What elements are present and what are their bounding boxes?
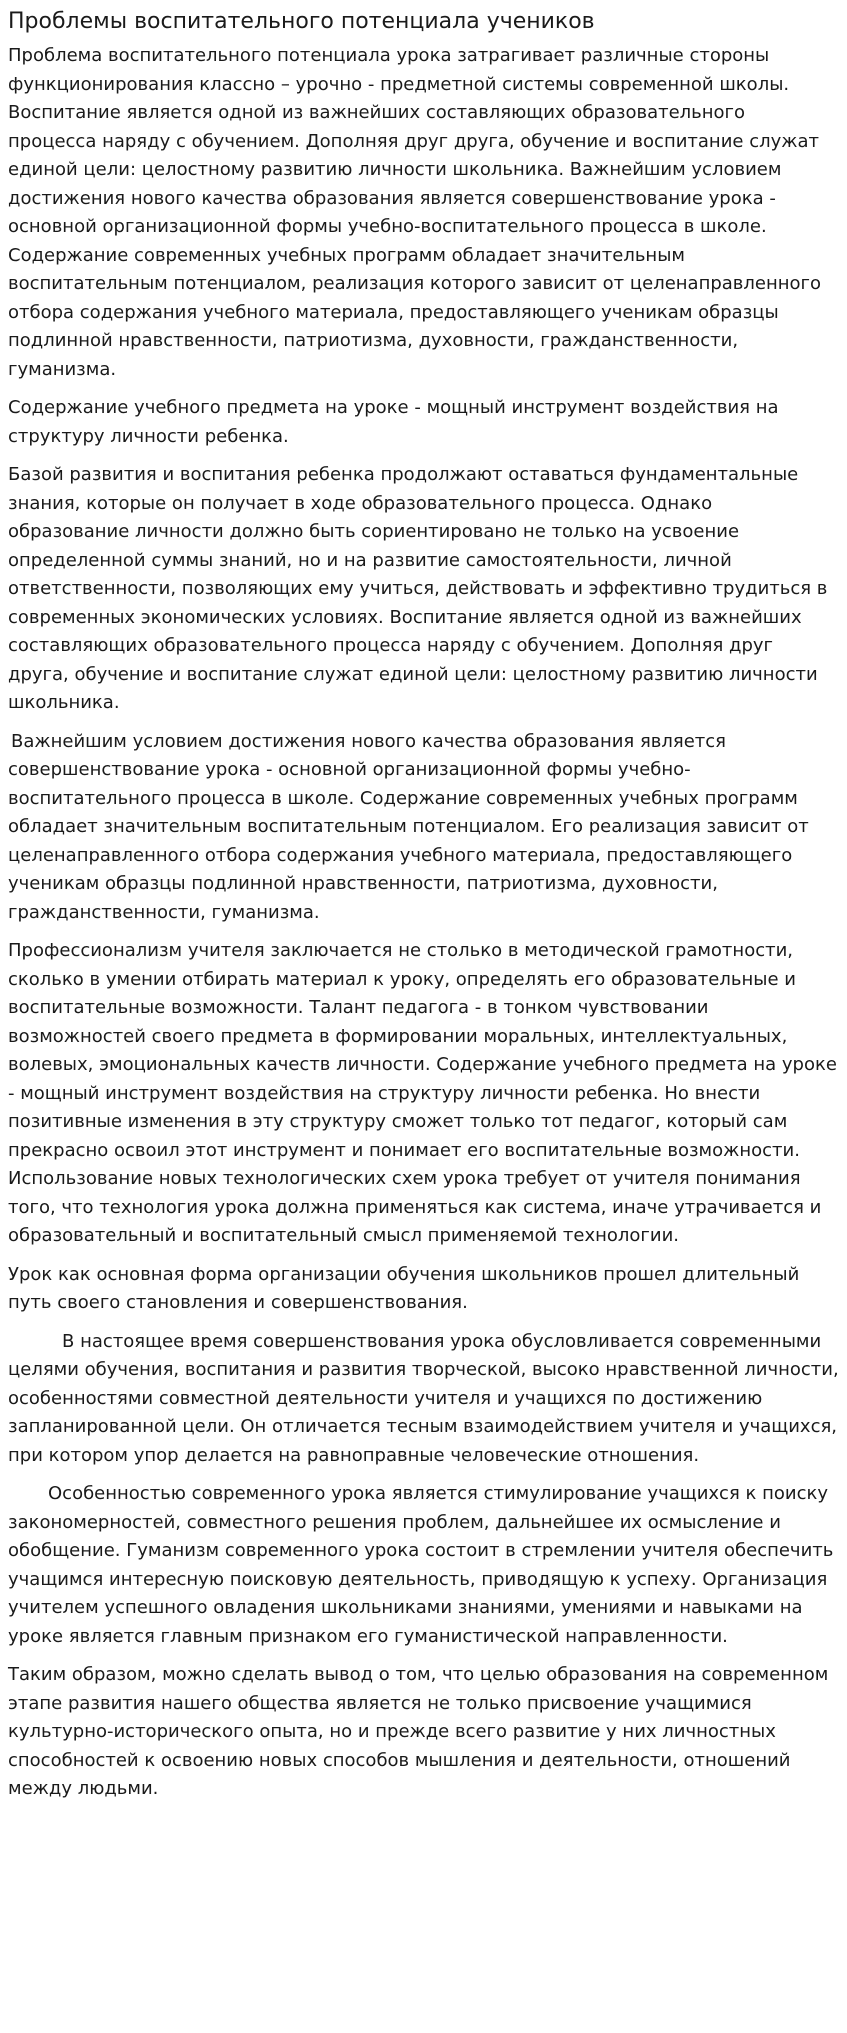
article-title: Проблемы воспитательного потенциала учеников (8, 9, 595, 34)
paragraph-intro: Проблема воспитательного потенциала урока затрагивает различные стороны функционирования классно – урочно - предметной системы современной школы. Воспитание является одной из важнейших составляющих образовательного процесса наряду с обучением. Дополняя друг друга, обучение и воспитание служат единой цели: целостному развитию личности школьника. Важнейшим условием достижения нового качества образования является совершенствование урока - основной организационной формы учебно-воспитательного процесса в школе. Содержание современных учебных программ обладает значительным воспитательным потенциалом, реализация которого зависит от целенаправленного отбора содержания учебного материала, предоставляющего ученикам образцы подлинной нравственности, патриотизма, духовности, гражданственности, гуманизма. (8, 45, 821, 380)
paragraph-modern-lesson: Особенностью современного урока является стимулирование учащихся к поиску закономерностей, совместного решения проблем, дальнейшее их осмысление и обобщение. Гуманизм современного урока состоит в стремлении учителя обеспечить учащимся интересную поисковую деятельность, приводящую к успеху. Организация учителем успешного овладения школьниками знаниями, умениями и навыками на уроке является главным признаком его гуманистической направленности. (8, 1483, 834, 1647)
paragraph-present-time: В настоящее время совершенствования урока обусловливается современными целями обучения, воспитания и развития творческой, высоко нравственной личности, особенностями совместной деятельности учителя и учащихся по достижению запланированной цели. Он отличается тесным взаимодействием учителя и учащихся, при котором упор делается на равноправные человеческие отношения. (8, 1330, 839, 1466)
paragraph-lesson-history: Урок как основная форма организации обучения школьников прошел длительный путь своего становления и совершенствования. (8, 1263, 800, 1313)
paragraph-conclusion: Таким образом, можно сделать вывод о том, что целью образования на современном этапе развития нашего общества является не только присвоение учащимися культурно-исторического опыта, но и прежде всего развитие у них личностных способностей к освоению новых способов мышления и деятельности, отношений между людьми. (8, 1664, 829, 1799)
paragraph-lesson-improvement: Важнейшим условием достижения нового качества образования является совершенствование урока - основной организационной формы учебно-воспитательного процесса в школе. Содержание современных учебных программ обладает значительным воспитательным потенциалом. Его реализация зависит от целенаправленного отбора содержания учебного материала, предоставляющего ученикам образцы подлинной нравственности, патриотизма, духовности, гражданственности, гуманизма. (8, 730, 809, 923)
paragraph-teacher-professionalism: Профессионализм учителя заключается не столько в методической грамотности, сколько в умении отбирать материал к уроку, определять его образовательные и воспитательные возможности. Талант педагога - в тонком чувствовании возможностей своего предмета в формировании моральных, интеллектуальных, волевых, эмоциональных качеств личности. Содержание учебного предмета на уроке - мощный инструмент воздействия на структуру личности ребенка. Но внести позитивные изменения в эту структуру сможет только тот педагог, который сам прекрасно освоил этот инструмент и понимает его воспитательные возможности. (8, 940, 837, 1161)
paragraph-subject-content: Содержание учебного предмета на уроке - мощный инструмент воздействия на структуру личности ребенка. (8, 397, 779, 447)
paragraph-technology: Использование новых технологических схем урока требует от учителя понимания того, что технология урока должна применяться как система, иначе утрачивается и образовательный и воспитательный смысл применяемой технологии. (8, 1168, 822, 1246)
paragraph-fundamental-knowledge: Базой развития и воспитания ребенка продолжают оставаться фундаментальные знания, которые он получает в ходе образовательного процесса. Однако образование личности должно быть сориентировано не только на усвоение определенной суммы знаний, но и на развитие самостоятельности, личной ответственности, позволяющих ему учиться, действовать и эффективно трудиться в современных экономических условиях. Воспитание является одной из важнейших составляющих образовательного процесса наряду с обучением. Дополняя друг друга, обучение и воспитание служат единой цели: целостному развитию личности школьника. (8, 464, 828, 713)
